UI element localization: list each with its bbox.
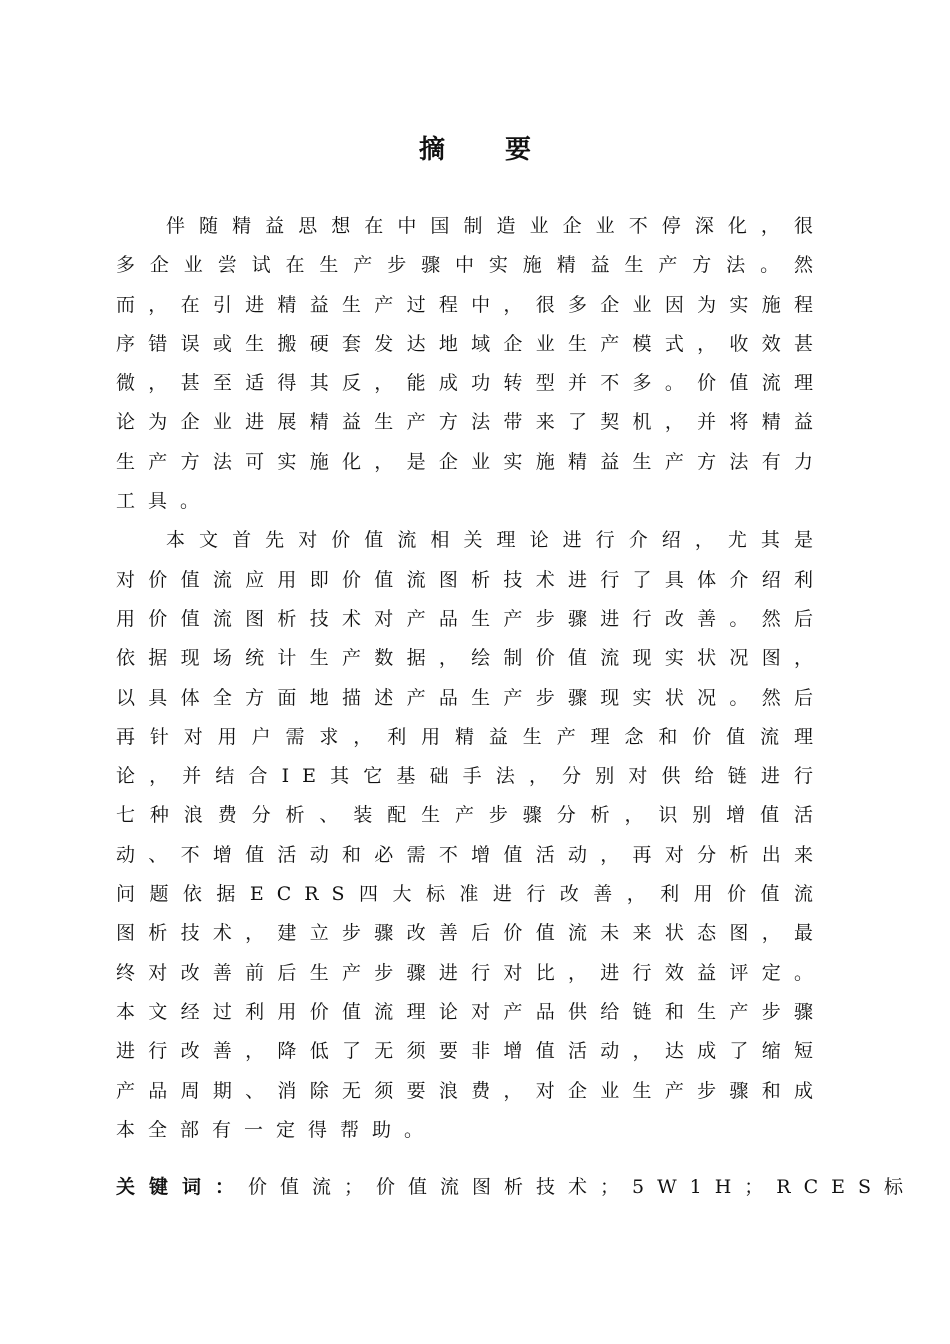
abstract-paragraph-2: 本文首先对价值流相关理论进行介绍，尤其是对价值流应用即价值流图析技术进行了具体介绍利用价值流图析技术对产品生产步骤进行改善。然后依据现场统计生产数据，绘制价值流现实状况图，以具体全方面地描述产品生产步骤现实状况。然后再针对用户需求，利用精益生产理念和价值流理论，并结合IE其它基础手法，分别对供给链进行七种浪费分析、装配生产步骤分析，识别增值活动、不增值活动和必需不增值活动，再对分析出来问题依据ECRS四大标准进行改善，利用价值流图析技术，建立步骤改善后价值流未来状态图，最终对改善前后生产步骤进行对比，进行效益评定。本文经过利用价值流理论对产品供给链和生产步骤进行改善，降低了无须要非增值活动，达成了缩短产品周期、消除无须要浪费，对企业生产步骤和成本全部有一定得帮助。 [116,529,826,1141]
abstract-body [116,207,826,1150]
keywords-text: 价值流；价值流图析技术；5W1H；RCES标 [248,1176,917,1198]
keywords-line [116,1168,917,1207]
page-title: 摘要 [418,135,591,165]
keywords-label: 关键词： [116,1176,249,1198]
abstract-paragraph-1: 伴随精益思想在中国制造业企业不停深化，很多企业尝试在生产步骤中实施精益生产方法。然而，在引进精益生产过程中，很多企业因为实施程序错误或生搬硬套发达地域企业生产模式，收效甚微，甚至适得其反，能成功转型并不多。价值流理论为企业进展精益生产方法带来了契机，并将精益生产方法可实施化，是企业实施精益生产方法有力工具。 [116,215,826,513]
